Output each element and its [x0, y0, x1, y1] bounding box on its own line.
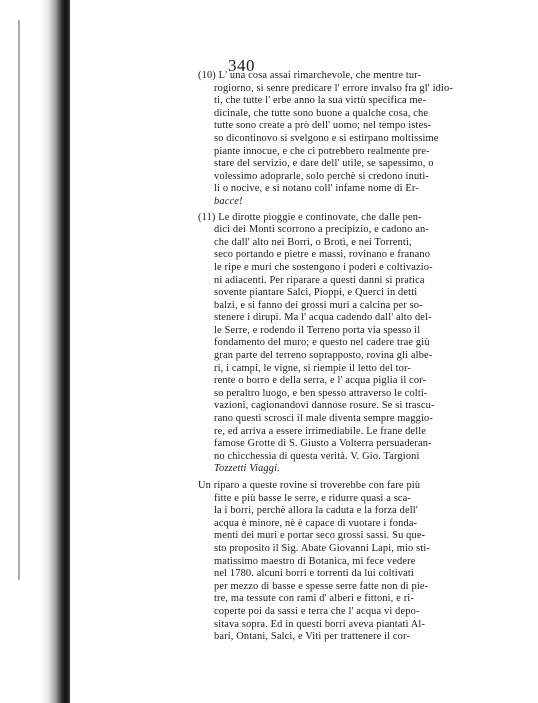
- text-line: ni adiacenti. Per riparare a questi danni si pratica: [214, 274, 425, 286]
- text-line: balzi, e si fanno dei grossi muri a calcina per so-: [214, 299, 423, 311]
- text-line: rente o borro e della serra, e l' acqua piglia il cor-: [214, 375, 427, 387]
- text-line: ti, che tutte l' erbe anno la sua virtù specifica me-: [214, 95, 427, 107]
- text-line: le Serre, e rodendo il Terreno porta via spesso il: [214, 324, 421, 336]
- text-line: re, ed arriva a essere irrimediabile. Le frane delle: [214, 425, 427, 437]
- text-line: rogiorno, si senre predicare l' errore invalso fra gl' idio-: [214, 82, 453, 94]
- text-line: matissimo maestro di Botanica, mi fece vedere: [214, 555, 416, 567]
- paragraph-riparo: [198, 480, 498, 644]
- text-line: acqua è minore, nè è capace di vuotare i fonda-: [214, 517, 418, 529]
- text-line: Un riparo a queste rovine si troverebbe con fare più: [198, 480, 421, 491]
- text-line: famose Grotte di S. Giusto a Volterra persuaderan-: [214, 438, 432, 450]
- text-line: che dall' alto nei Borri, o Brotì, e nei Torrenti,: [214, 236, 412, 248]
- text-line: Tozzetti Viaggi.: [214, 463, 280, 475]
- text-line: menti dei muri e portar seco grossi sassi. Su que-: [214, 530, 426, 542]
- text-line: dicinale, che tutte sono buone a qualche cosa, che: [214, 107, 429, 119]
- text-line: fondamento del muro; e questo nel cadere trae giù: [214, 337, 430, 349]
- text-line: tre, ma tessute con rami d' alberi e fittoni, e ri-: [214, 593, 414, 605]
- text-line: bacce!: [214, 195, 243, 207]
- text-line: (11) Le dirotte pioggie e continovate, che dalle pen-: [198, 211, 422, 223]
- text-line: sovente piantare Salci, Pioppi, e Querci in detti: [214, 287, 418, 299]
- text-line: per mezzo di basse e spesse serre fatte non di pie-: [214, 580, 429, 592]
- text-line: rano questi scrosci il male diventa sempre maggio-: [214, 413, 434, 425]
- text-line: vazioni, cagionandovi dannose rosure. Se si trascu-: [214, 400, 435, 412]
- text-line: so dicontinovo si svelgono e si estirpano moltissime: [214, 132, 439, 144]
- text-line: stare del servizio, e dare dell' utile, se sapessimo, o: [214, 158, 434, 170]
- text-line: no chicchessia di questa verità. V. Gio. Targioni: [214, 450, 420, 462]
- text-line: nel 1780. alcuni borri e torrenti da lui coltivati: [214, 568, 414, 580]
- text-line: ri, i campi, le vigne, si riempie il letto del tor-: [214, 362, 412, 374]
- text-line: volessimo adoprarle, solo perchè si credono inuti-: [214, 170, 429, 182]
- text-line: stenere i dirupi. Ma l' acqua cadendo dall' alto del-: [214, 312, 432, 324]
- page-body: [198, 70, 498, 644]
- text-line: le ripe e muri che sostengono i poderi e coltivazio-: [214, 261, 433, 273]
- text-line: dici dei Monti scorrono a precipizio, e cadono an-: [214, 224, 429, 236]
- page-number: 340: [228, 56, 255, 75]
- text-line: (10) L' una cosa assai rimarchevole, che mentre tur-: [198, 70, 422, 81]
- page-edge-line: [18, 20, 20, 580]
- text-line: bari, Ontani, Salci, e Viti per trattenere il cor-: [214, 631, 411, 643]
- text-line: coperte poi da sassi e terra che l' acqua vi depo-: [214, 605, 420, 617]
- footnote-11: [198, 212, 498, 476]
- text-line: sto proposito il Sig. Abate Giovanni Lapi, mio sti-: [214, 542, 431, 554]
- footnote-10: [198, 70, 498, 209]
- text-line: so peraltro luogo, e ben spesso attraverso le colti-: [214, 387, 428, 399]
- text-line: li o nocive, e si notano coll' infame nome di Er-: [214, 183, 419, 195]
- text-line: piante innocue, e che ci potrebbero realmente pre-: [214, 145, 430, 157]
- book-binding-shadow: [0, 0, 70, 703]
- text-line: seco portando e pietre e massi, rovinano e franano: [214, 249, 431, 261]
- text-line: la i borri, perchè allora la caduta e la forza dell': [214, 505, 418, 517]
- text-line: sitava sopra. Ed in questi borri aveva piantati Al-: [214, 618, 426, 630]
- text-line: fitte e più basse le serre, e ridurre quasi a sca-: [214, 492, 412, 504]
- text-line: gran parte del terreno soprapposto, rovina gli albe-: [214, 350, 433, 362]
- text-line: tutte sono create a prò dell' uomo; nel tempo istes-: [214, 120, 432, 132]
